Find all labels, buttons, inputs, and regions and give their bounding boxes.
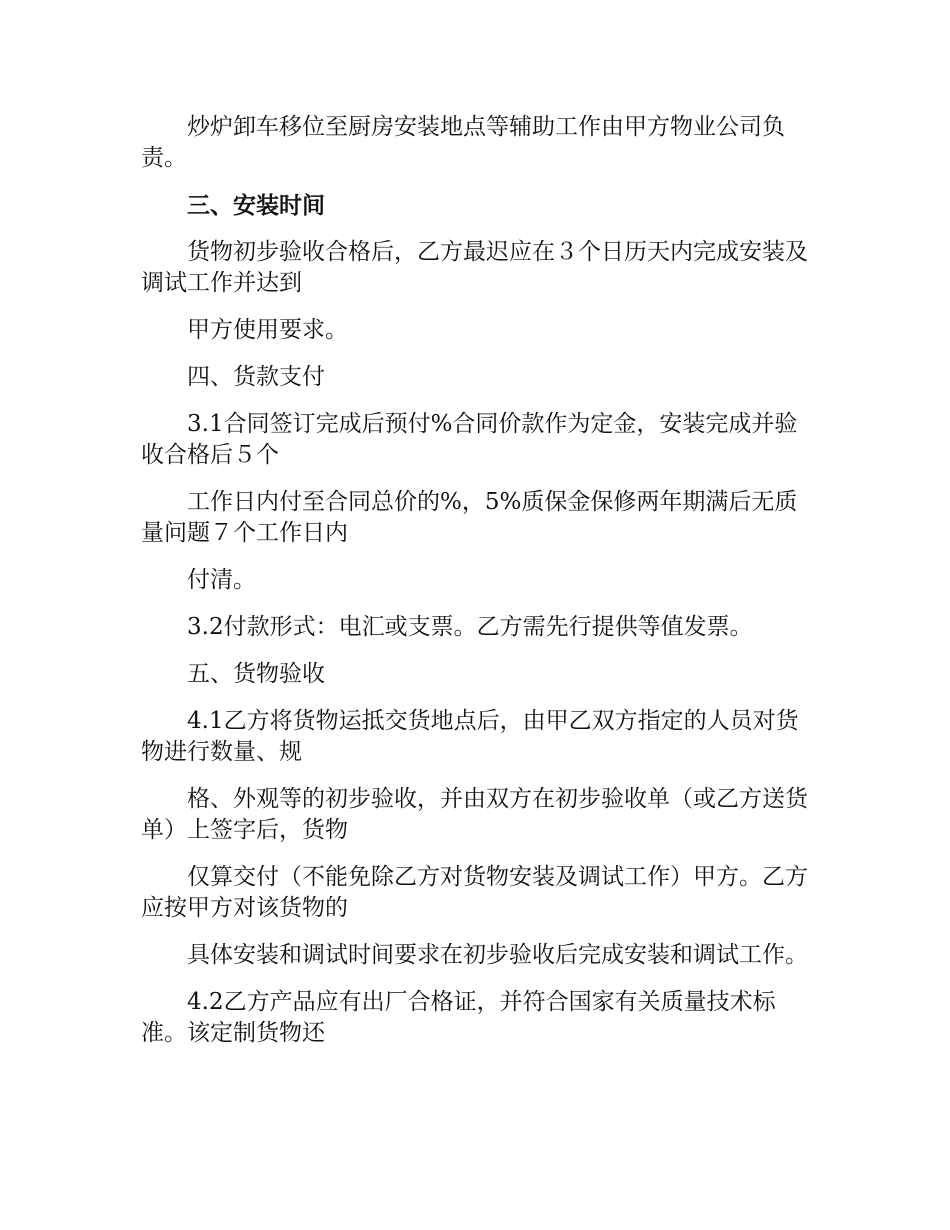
paragraph: 付清。 xyxy=(187,567,256,593)
paragraph: 工作日内付至合同总价的%，5%质保金保修两年期满后无质量问题７个工作日内 xyxy=(141,489,798,546)
section-heading: 四、货款支付 xyxy=(187,364,325,390)
paragraph: 3.2付款形式：电汇或支票。乙方需先行提供等值发票。 xyxy=(187,614,753,640)
paragraph: 甲方使用要求。 xyxy=(187,317,348,343)
paragraph: 格、外观等的初步验收，并由双方在初步验收单（或乙方送货单）上签字后，货物 xyxy=(141,786,808,843)
paragraph: 具体安装和调试时间要求在初步验收后完成安装和调试工作。 xyxy=(187,942,808,968)
paragraph: 3.1合同签订完成后预付%合同价款作为定金，安装完成并验收合格后５个 xyxy=(141,411,798,468)
section-heading: 三、安装时间 xyxy=(187,192,325,219)
paragraph: 4.1乙方将货物运抵交货地点后，由甲乙双方指定的人员对货物进行数量、规 xyxy=(141,708,799,765)
paragraph: 4.2乙方产品应有出厂合格证，并符合国家有关质量技术标准。该定制货物还 xyxy=(141,989,776,1046)
paragraph: 货物初步验收合格后，乙方最迟应在３个日历天内完成安装及调试工作并达到 xyxy=(141,239,808,296)
document-body xyxy=(141,112,811,1065)
paragraph: 仅算交付（不能免除乙方对货物安装及调试工作）甲方。乙方应按甲方对该货物的 xyxy=(141,864,808,921)
section-heading: 五、货物验收 xyxy=(187,661,325,687)
paragraph: 炒炉卸车移位至厨房安装地点等辅助工作由甲方物业公司负责。 xyxy=(141,114,785,171)
